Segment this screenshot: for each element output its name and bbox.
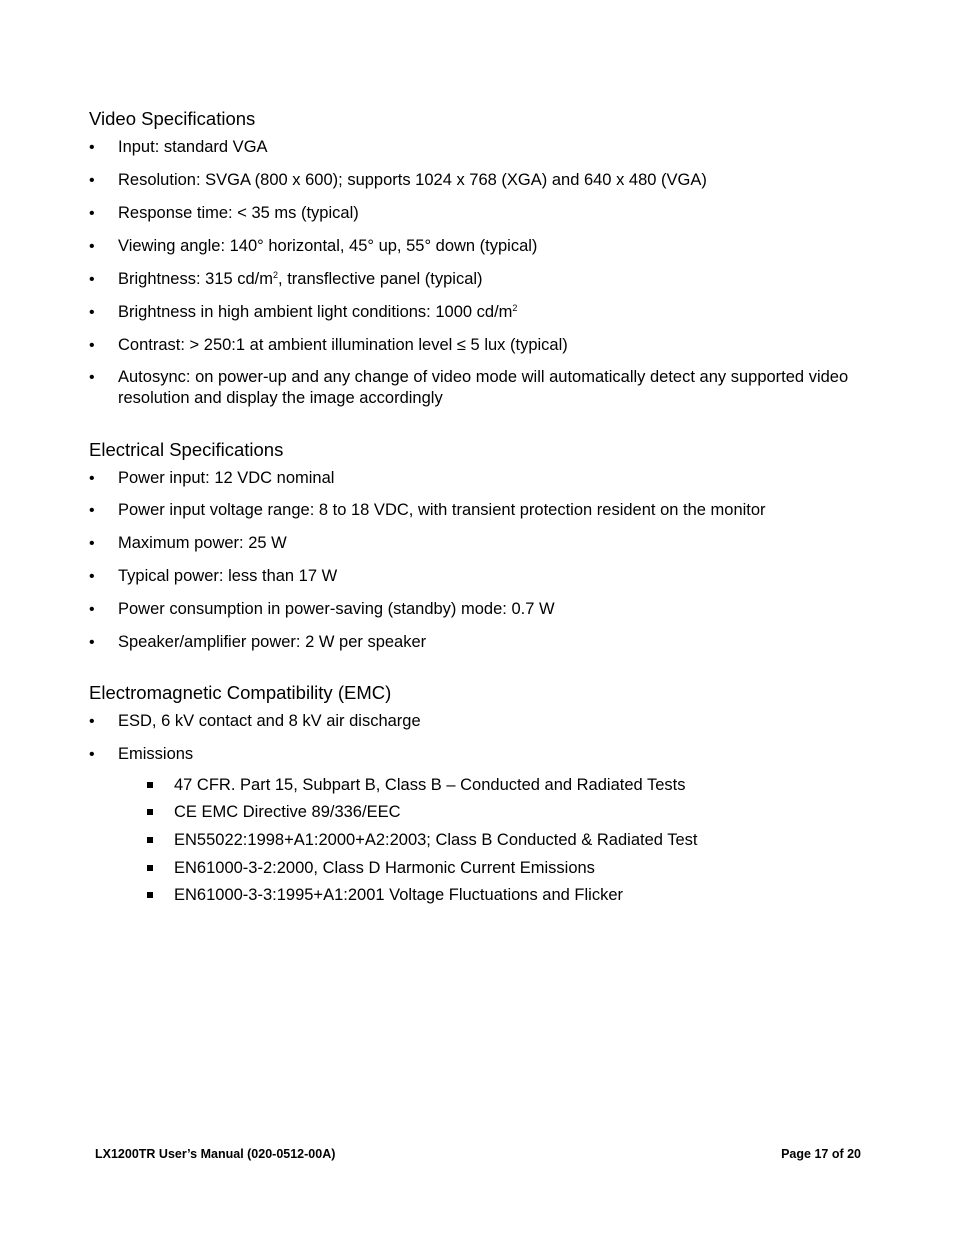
electrical-specs-heading: Electrical Specifications — [89, 439, 284, 460]
list-item — [89, 566, 849, 587]
spec-value: 315 cd/m — [205, 270, 274, 288]
spec-value: 12 VDC nominal — [214, 469, 335, 487]
emissions-subitem — [145, 775, 845, 796]
list-item — [89, 533, 849, 554]
footer-page-number: Page 17 of 20 — [781, 1147, 861, 1161]
spec-term: Power consumption in power-saving (standby) mode: — [118, 600, 507, 618]
spec-value: 1000 cd/m — [435, 303, 513, 321]
bullet-icon: • — [89, 502, 95, 519]
subitem-text: CE EMC Directive 89/336/EEC — [174, 803, 401, 821]
bullet-icon: • — [89, 205, 95, 222]
spec-value: 2 W per speaker — [305, 633, 427, 651]
list-item-text: Emissions — [118, 745, 194, 763]
bullet-icon: • — [89, 713, 95, 730]
spec-value: < 35 ms (typical) — [237, 204, 359, 222]
bullet-icon: • — [89, 470, 95, 487]
list-item — [89, 500, 849, 521]
square-bullet-icon — [147, 865, 153, 871]
list-item — [89, 137, 849, 158]
spec-value: SVGA (800 x 600); supports 1024 x 768 (XGA) and 640 x 480 (VGA) — [205, 171, 707, 189]
spec-value: standard VGA — [163, 138, 268, 156]
spec-term: Input: — [118, 138, 160, 156]
square-bullet-icon — [147, 837, 153, 843]
bullet-icon: • — [89, 634, 95, 651]
list-item — [89, 236, 849, 257]
spec-term: Resolution: — [118, 171, 201, 189]
spec-term: Power input: — [118, 469, 210, 487]
square-bullet-icon — [147, 809, 153, 815]
spec-value: 0.7 W — [511, 600, 555, 618]
list-item — [89, 744, 849, 765]
bullet-icon: • — [89, 139, 95, 156]
spec-term: Speaker/amplifier power: — [118, 633, 301, 651]
spec-value: > 250:1 at ambient illumination level ≤ 5 lux (typical) — [189, 336, 568, 354]
subitem-text: 47 CFR. Part 15, Subpart B, Class B – Conducted and Radiated Tests — [174, 776, 686, 794]
list-item — [89, 711, 849, 732]
spec-value: 8 to 18 VDC, with transient protection resident on the monitor — [318, 501, 766, 519]
spec-term: Response time: — [118, 204, 233, 222]
emissions-subitem — [145, 802, 845, 823]
list-item — [89, 269, 849, 290]
list-item — [89, 170, 849, 191]
bullet-icon: • — [89, 369, 95, 386]
emissions-subitem — [145, 858, 845, 879]
list-item — [89, 367, 849, 409]
emc-heading: Electromagnetic Compatibility (EMC) — [89, 682, 392, 703]
bullet-icon: • — [89, 271, 95, 288]
video-specs-heading: Video Specifications — [89, 108, 256, 129]
spec-term: Power input voltage range: — [118, 501, 315, 519]
emissions-subitem — [145, 885, 845, 906]
list-item — [89, 599, 849, 620]
bullet-icon: • — [89, 746, 95, 763]
spec-value: 25 W — [248, 534, 287, 552]
spec-term: Typical power: — [118, 567, 224, 585]
bullet-icon: • — [89, 304, 95, 321]
emissions-subitem — [145, 830, 845, 851]
subitem-text: EN61000-3-2:2000, Class D Harmonic Current Emissions — [174, 859, 595, 877]
subitem-text: EN55022:1998+A1:2000+A2:2003; Class B Conducted & Radiated Test — [174, 831, 698, 849]
list-item-text: ESD, 6 kV contact and 8 kV air discharge — [118, 712, 421, 730]
superscript: 2 — [273, 270, 279, 280]
list-item — [89, 302, 849, 323]
spec-value: less than 17 W — [228, 567, 338, 585]
bullet-icon: • — [89, 601, 95, 618]
square-bullet-icon — [147, 892, 153, 898]
spec-term: Viewing angle: — [118, 237, 226, 255]
spec-value: 140° horizontal, 45° up, 55° down (typical) — [229, 237, 538, 255]
spec-term: Contrast: — [118, 336, 185, 354]
spec-value-suffix: , transflective panel (typical) — [278, 270, 483, 288]
spec-term: Autosync: — [118, 368, 191, 386]
bullet-icon: • — [89, 172, 95, 189]
bullet-icon: • — [89, 337, 95, 354]
bullet-icon: • — [89, 568, 95, 585]
bullet-icon: • — [89, 238, 95, 255]
spec-term: Maximum power: — [118, 534, 244, 552]
list-item — [89, 632, 849, 653]
bullet-icon: • — [89, 535, 95, 552]
superscript: 2 — [512, 303, 518, 313]
list-item — [89, 468, 849, 489]
square-bullet-icon — [147, 782, 153, 788]
spec-term: Brightness: — [118, 270, 201, 288]
subitem-text: EN61000-3-3:1995+A1:2001 Voltage Fluctuations and Flicker — [174, 886, 624, 904]
list-item — [89, 335, 849, 356]
list-item — [89, 203, 849, 224]
spec-value: on power-up and any change of video mode will automatically detect any supported video resolution and display the image accordingly — [118, 368, 849, 407]
footer-manual-title: LX1200TR User’s Manual (020-0512-00A) — [95, 1147, 336, 1161]
spec-term: Brightness in high ambient light conditions: — [118, 303, 431, 321]
